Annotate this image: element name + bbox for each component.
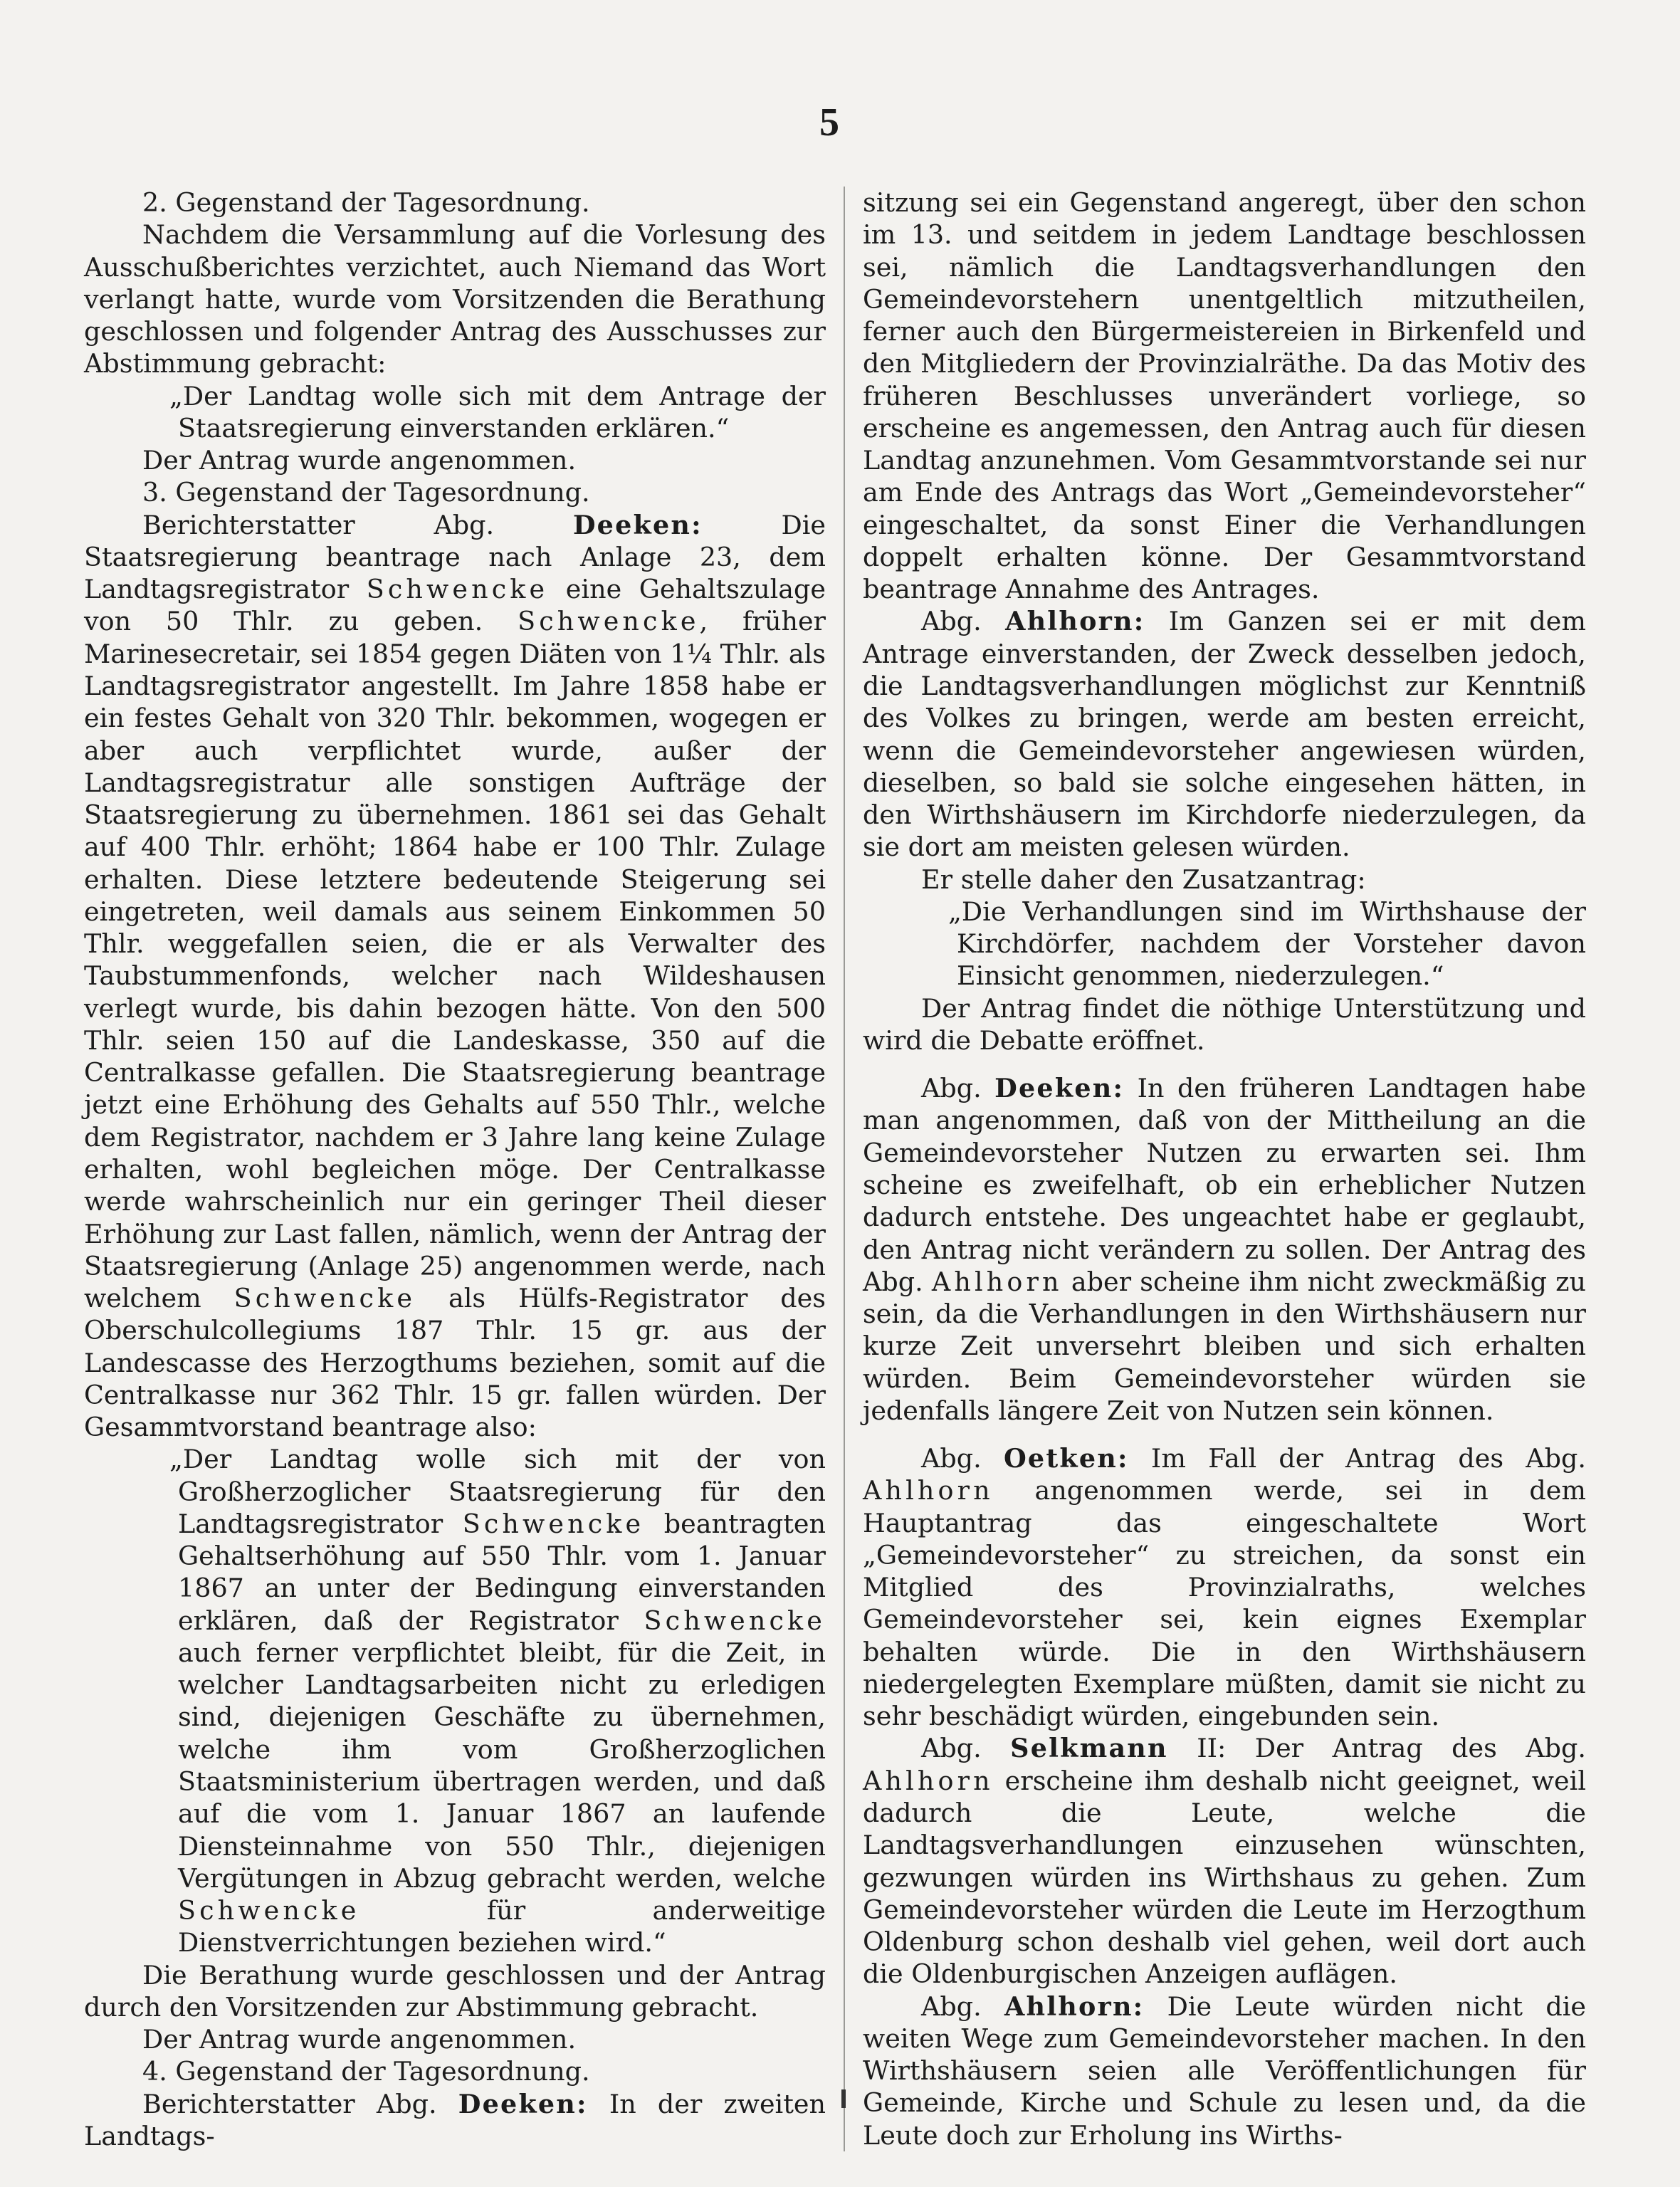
name-emphasis: Deeken: xyxy=(458,2088,588,2119)
divider-mark xyxy=(841,2089,846,2108)
paragraph-l11 xyxy=(84,2088,826,2153)
name-emphasis: Deeken: xyxy=(572,509,703,540)
paragraph-r7 xyxy=(863,1442,1586,1732)
paragraph-r5: Der Antrag findet die nöthige Unterstützung und wird die Debatte eröffnet. xyxy=(863,992,1586,1056)
text-run: erscheine ihm deshalb nicht geeignet, weil dadurch die Leute, welche die Landtagsverhandlungen einzusehen wünschten, gezwungen würden ins Wirthshaus zu gehen. Zum Gemeindevorsteher würden die Leute im Herzogthum Oldenburg schon deshalb viel gehen, weil dort auch die Oldenburgischen Anzeigen auflägen. xyxy=(863,1765,1586,1990)
paragraph-l1: 2. Gegenstand der Tagesordnung. xyxy=(142,187,590,218)
text-run: Abg. xyxy=(921,1073,995,1104)
text-run: In den früheren Landtagen habe man angenommen, daß von der Mittheilung an die Gemeindevorsteher Nutzen zu erwarten sei. Ihm scheine es zweifelhaft, ob ein erheblicher Nutzen dadurch entstehe. Des ungeachtet habe er geglaubt, den Antrag nicht verändern zu sollen. Der Antrag des Abg. xyxy=(863,1073,1586,1297)
text-run: Abg. xyxy=(921,1733,1011,1764)
paragraph-l10: 4. Gegenstand der Tagesordnung. xyxy=(142,2056,590,2087)
column-divider xyxy=(844,187,845,2151)
text-run: Im Fall der Antrag des Abg. xyxy=(1128,1443,1586,1474)
text-run: Die Leute würden nicht die weiten Wege zum Gemeindevorsteher machen. In den Wirthshäusern seien alle Veröffentlichungen für Gemeinde, Kirche und Schule zu lesen und, da die Leute doch zur Erholung ins Wirths- xyxy=(863,1991,1586,2151)
name-emphasis: Ahlhorn xyxy=(863,1765,994,1796)
paragraph-l3: „Der Landtag wolle sich mit dem Antrage der Staatsregierung einverstanden erklären.“ xyxy=(169,380,826,444)
text-run: Abg. xyxy=(921,606,1006,637)
text-run: Berichterstatter Abg. xyxy=(142,2088,458,2119)
text-run: als Hülfs-Registrator des Oberschulcollegiums 187 Thlr. 15 gr. aus der Landescasse des Herzogthums beziehen, somit auf die Centralkasse nur 362 Thlr. 15 gr. fallen würden. Der Gesammtvorstand beantrage also: xyxy=(84,1283,826,1443)
paragraph-r3: Er stelle daher den Zusatzantrag: xyxy=(921,864,1366,895)
text-run: Abg. xyxy=(921,1991,1004,2022)
page-number: 5 xyxy=(819,100,839,145)
name-emphasis: Ahlhorn xyxy=(931,1266,1063,1297)
text-run: beantragten Gehaltserhöhung auf 550 Thlr. vom 1. Januar 1867 an unter der Bedingung einverstanden erklären, daß der Registrator xyxy=(178,1508,826,1636)
name-emphasis: Deeken: xyxy=(994,1073,1125,1104)
paragraph-l2: Nachdem die Versammlung auf die Vorlesung des Ausschußberichtes verzichtet, auch Niemand das Wort verlangt hatte, wurde vom Vorsitzenden die Berathung geschlossen und folgender Antrag des Ausschusses zur Abstimmung gebracht: xyxy=(84,219,826,379)
paragraph-l5: 3. Gegenstand der Tagesordnung. xyxy=(142,477,590,508)
paragraph-r8 xyxy=(863,1732,1586,1990)
name-emphasis: Schwencke xyxy=(366,574,549,605)
text-run: auch ferner verpflichtet bleibt, für die Zeit, in welcher Landtagsarbeiten nicht zu erledigen sind, diejenigen Geschäfte zu übernehmen, welche ihm vom Großherzoglichen Staatsministerium übertragen werden, und daß auf die vom 1. Januar 1867 an laufende Diensteinnahme von 550 Thlr., diejenigen Vergütungen in Abzug gebracht werden, welche xyxy=(178,1637,826,1894)
name-emphasis: Ahlhorn xyxy=(863,1475,994,1506)
paragraph-l7 xyxy=(84,1443,826,1958)
text-run: für anderweitige Dienstverrichtungen beziehen wird.“ xyxy=(178,1895,826,1958)
name-emphasis: Ahlhorn: xyxy=(1004,1991,1145,2022)
paragraph-r2 xyxy=(863,605,1586,863)
paragraph-r1: sitzung sei ein Gegenstand angeregt, über den schon im 13. und seitdem in jedem Landtage beschlossen sei, nämlich die Landtagsverhandlungen den Gemeindevorstehern unentgeltlich mitzutheilen, ferner auch den Bürgermeistereien in Birkenfeld und den Mitgliedern der Provinzialräthe. Da das Motiv des früheren Beschlusses unverändert vorliege, so erscheine es angemessen, den Antrag auch für diesen Landtag anzunehmen. Vom Gesammtvorstande sei nur am Ende des Antrags das Wort „Gemeindevorsteher“ eingeschaltet, da sonst Einer die Verhandlungen doppelt erhalten könne. Der Gesammtvorstand beantrage Annahme des Antrages. xyxy=(863,187,1586,605)
name-emphasis: Schwencke xyxy=(462,1508,645,1539)
text-run: Die Staatsregierung beantrage nach Anlage 23, dem Landtagsregistrator xyxy=(84,509,826,605)
text-run: aber scheine ihm nicht zweckmäßig zu sein, da die Verhandlungen in den Wirthshäusern nur kurze Zeit unversehrt bleiben und sich erhalten würden. Beim Gemeindevorsteher würden sie jedenfalls längere Zeit von Nutzen sein können. xyxy=(863,1266,1586,1426)
text-run: „Der Landtag wolle sich mit der von Großherzoglicher Staatsregierung für den Landtagsregistrator xyxy=(169,1444,826,1539)
name-emphasis: Ahlhorn: xyxy=(1005,606,1145,637)
text-run: Abg. xyxy=(921,1443,1004,1474)
right-column xyxy=(863,187,1586,2151)
name-emphasis: Selkmann xyxy=(1010,1733,1168,1764)
paragraph-r4: „Die Verhandlungen sind im Wirthshause der Kirchdörfer, nachdem der Vorsteher davon Einsicht genommen, niederzulegen.“ xyxy=(948,896,1586,992)
paragraph-l4: Der Antrag wurde angenommen. xyxy=(142,445,577,476)
text-run: Berichterstatter Abg. xyxy=(142,509,573,540)
name-emphasis: Schwencke xyxy=(178,1895,360,1926)
text-run: eine Gehaltszulage von 50 Thlr. zu geben. xyxy=(84,574,826,637)
text-run: , früher Marinesecretair, sei 1854 gegen Diäten von 1¼ Thlr. als Landtagsregistrator angestellt. Im Jahre 1858 habe er ein festes Gehalt von 320 Thlr. bekommen, wogegen er aber auch verpflichtet wurde, außer der Landtagsregistratur alle sonstigen Aufträge der Staatsregierung zu übernehmen. 1861 sei das Gehalt auf 400 Thlr. erhöht; 1864 habe er 100 Thlr. Zulage erhalten. Diese letztere bedeutende Steigerung sei eingetreten, weil damals aus seinem Einkommen 50 Thlr. weggefallen seien, die er als Verwalter des Taubstummenfonds, welcher nach Wildeshausen verlegt wurde, bis dahin bezogen hätte. Von den 500 Thlr. seien 150 auf die Landeskasse, 350 auf die Centralkasse gefallen. Die Staatsregierung beantrage jetzt eine Erhöhung des Gehalts auf 550 Thlr., welche dem Registrator, nachdem er 3 Jahre lang keine Zulage erhalten, wohl begleichen möge. Der Centralkasse werde wahrscheinlich nur ein geringer Theil dieser Erhöhung zur Last fallen, nämlich, wenn der Antrag der Staatsregierung (Anlage 25) angenommen werde, nach welchem xyxy=(84,606,826,1314)
left-column xyxy=(84,187,826,2152)
name-emphasis: Schwencke xyxy=(644,1605,826,1636)
name-emphasis: Schwencke xyxy=(518,606,700,637)
name-emphasis: Oetken: xyxy=(1003,1443,1129,1474)
paragraph-l9: Der Antrag wurde angenommen. xyxy=(142,2024,577,2055)
text-run: In der zweiten Landtags- xyxy=(84,2088,826,2151)
paragraph-r9 xyxy=(863,1991,1586,2151)
paragraph-r6 xyxy=(863,1072,1586,1427)
name-emphasis: Schwencke xyxy=(233,1283,416,1314)
paragraph-l8: Die Berathung wurde geschlossen und der Antrag durch den Vorsitzenden zur Abstimmung gebracht. xyxy=(84,1959,826,2023)
paragraph-l6 xyxy=(84,509,826,1444)
text-run: angenommen werde, sei in dem Hauptantrag das eingeschaltete Wort „Gemeindevorsteher“ zu streichen, da sonst ein Mitglied des Provinzialraths, welches Gemeindevorsteher sei, kein eignes Exemplar behalten würde. Die in den Wirthshäusern niedergelegten Exemplare müßten, damit sie nicht zu sehr beschädigt würden, eingebunden sein. xyxy=(863,1475,1586,1732)
text-run: II: Der Antrag des Abg. xyxy=(1167,1733,1586,1764)
text-run: Im Ganzen sei er mit dem Antrage einverstanden, der Zweck desselben jedoch, die Landtagsverhandlungen möglichst zur Kenntniß des Volkes zu bringen, werde am besten erreicht, wenn die Gemeindevorsteher angewiesen würden, dieselben, so bald sie solche eingesehen hätten, in den Wirthshäusern im Kirchdorfe niederzulegen, da sie dort am meisten gelesen würden. xyxy=(863,606,1586,863)
